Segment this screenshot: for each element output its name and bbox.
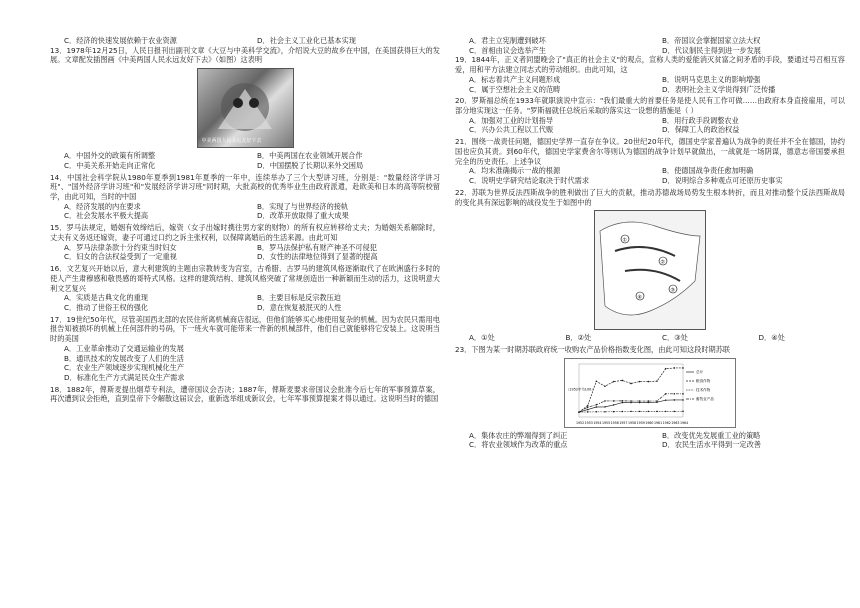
q21-stem: 21．围绕一战责任问题，德国史学界一直存在争议。20世纪20年代，德国史学家普遍认为战争的责任并不全在德国，协约国也应负其责。到60年代，德国史学家费舍尔等则认为德国的战争计划早就做出，一战就是一场阴谋，德意志帝国要承担完全的历史责任。上述争议 — [455, 137, 845, 166]
illustration-graphic — [198, 69, 293, 147]
data-point — [682, 367, 684, 369]
q20-stem: 20．罗斯福总统在1933年就职演说中宣示："我们最重大的首要任务是使人民有工作可做……由政府本身直接雇用，可以部分地实现这一任务。"罗斯福就任总统后采取的落实这一设想的措施是（ ） — [455, 96, 845, 116]
q22-option-d: D．④处 — [758, 333, 785, 343]
data-point — [622, 410, 624, 412]
data-point — [587, 411, 589, 413]
question-15 — [50, 223, 440, 262]
question-23 — [455, 345, 845, 450]
q14-stem: 14．中国社会科学院从1980年夏季到1981年夏季的一年中，连续举办了三个大型讲习班，分别是："数量经济学讲习班"、"国外经济学讲习班"和"发展经济学讲习班"同时期，大批高校的优秀毕业生由政府派遣，赴欧美和日本的高等院校留学，由此可知，当时的中国 — [50, 172, 440, 202]
map-label-2: ② — [660, 259, 665, 266]
data-point — [613, 380, 615, 382]
question-13 — [50, 46, 440, 171]
data-point — [604, 411, 606, 413]
data-point — [674, 399, 676, 401]
data-point — [665, 410, 667, 412]
q13-option-a: A．中国外交的政策有所调整 — [64, 151, 156, 161]
data-point — [639, 410, 641, 412]
q12-option-d: D．社会主义工业化已基本实现 — [257, 36, 356, 45]
q22-option-a: A．①处 — [469, 333, 495, 343]
data-point — [604, 385, 606, 387]
q13-stem: 13．1978年12月25日，人民日报刊出副刊文章《大豆与中美科学交流》，介绍说大豆的故乡在中国，在美国获得巨大的发展。文章配发插图画《中美两国人民永远友好下去》（如图）这表明 — [50, 45, 440, 65]
data-point — [578, 411, 580, 413]
data-point — [682, 410, 684, 412]
map-label-1: ① — [622, 237, 627, 244]
q15-stem: 15．罗马法规定，婚姻有效缔结后，嫁资（女子出嫁时携往男方家的财物）的所有权应转移给丈夫；为婚姻关系解除时，丈夫有义务返还嫁资，妻子可通过口约之诉主张权利，以保障离婚后的生活来源。由此可知 — [50, 223, 440, 242]
data-point — [630, 410, 632, 412]
data-point — [639, 400, 641, 402]
data-point — [587, 408, 589, 410]
q23-option-c: C．将农业领域作为改革的重点 — [469, 440, 568, 450]
data-point — [587, 404, 589, 406]
data-point — [622, 400, 624, 402]
q17-option-a: A．工业革命推动了交通运输业的发展 — [64, 343, 184, 353]
data-point — [630, 400, 632, 402]
x-tick-label: 1963 — [671, 420, 680, 425]
x-tick-label: 1953 — [584, 420, 593, 425]
x-tick-label: 1960 — [645, 420, 654, 425]
q22-stem: 22．苏联为世界反法西斯战争的胜利做出了巨大的贡献，推动苏德战场局势发生根本转折，而且对推动整个反法西斯战局的变化具有深远影响的战役发生于如图中的 — [455, 187, 845, 207]
data-point — [604, 400, 606, 402]
q16-option-d: D．意在恢复被泯灭的人性 — [257, 302, 342, 312]
data-point — [613, 411, 615, 413]
q13-option-d: D．中国摆脱了长期以来外交困局 — [257, 160, 364, 170]
q21-option-c: C．说明史学研究结论取决于时代需求 — [469, 176, 590, 186]
data-point — [674, 393, 676, 395]
q19-option-d: D．表明社会主义学说得到广泛传播 — [662, 84, 776, 94]
data-point — [596, 411, 598, 413]
data-point — [665, 368, 667, 370]
right-column — [455, 0, 845, 452]
data-point — [674, 367, 676, 369]
data-point — [596, 404, 598, 406]
data-point — [682, 393, 684, 395]
question-16 — [50, 264, 440, 313]
q17-stem: 17．19世纪50年代，尽管美国西北部的农民住所离机械商店很远，但他们能够买心地使用复杂的机械。因为农民只需用电报告知被损坏的机械上任何部件的号码，下一班火车就可能带来一件新的机械部件，他们自己就能够将它安装上。这说明当时的美国 — [50, 314, 440, 344]
q19-stem: 19．1844年，正义者同盟晚会了"真正的社会主义"的观点，宣称人类的爱能消灭贫富之间矛盾的手段，要通过号召相互容爱，用和平方法建立同志式的劳动组织。由此可知，这 — [455, 55, 845, 75]
data-point — [630, 401, 632, 403]
x-tick-label: 1959 — [636, 420, 645, 425]
q16-option-b: B．主要目标是反宗教压迫 — [257, 293, 341, 303]
q21-option-d: D．说明综合多种观点可还原历史事实 — [662, 176, 783, 186]
q14-option-d: D．改革开放取得了重大成果 — [257, 211, 349, 221]
q23-option-b: B．改变优先发展重工业的策略 — [662, 430, 761, 440]
data-point — [613, 404, 615, 406]
q22-option-c: C．③处 — [662, 333, 688, 343]
q15-option-a: A．罗马法律条款十分约束当时妇女 — [64, 242, 177, 252]
chart-ylabel: （1952年为100） — [566, 387, 595, 392]
map-label-3: ③ — [670, 287, 675, 294]
q17-option-b: B．通讯技术的发展改变了人们的生活 — [64, 353, 184, 363]
q17-option-c: C．农业生产领域逐步实现机械化生产 — [64, 363, 185, 373]
battle-map — [594, 210, 706, 330]
x-tick-label: 1958 — [628, 420, 637, 425]
q18-option-c: C．首相由议会选举产生 — [469, 45, 546, 55]
illustration-caption: 中美两国人民永远友好下去 — [201, 138, 262, 145]
data-point — [674, 410, 676, 412]
data-point — [639, 380, 641, 382]
q12-tail-options — [50, 36, 440, 46]
q18-option-b: B．帝国议会掌握国家立法大权 — [662, 36, 761, 45]
q20-option-a: A．加强对工业的计划指导 — [469, 115, 553, 125]
q15-option-d: D．女性的法律地位得到了显著的提高 — [257, 252, 378, 262]
friendship-illustration — [197, 68, 294, 148]
legend-label: 粮食作物 — [696, 378, 711, 383]
q22-option-b: B．②处 — [565, 333, 592, 343]
q18-options — [455, 36, 845, 55]
data-point — [587, 406, 589, 408]
data-point — [596, 380, 598, 382]
q13-option-b: B．中美两国在农业领域开展合作 — [257, 151, 363, 161]
data-point — [656, 410, 658, 412]
q16-stem: 16．文艺复兴开始以后，意大利建筑的主题由宗教转变为宫室，古希腊、古罗马的建筑风格逐渐取代了在欧洲盛行多时的使人产生肃穆感和敬畏感的哥特式风格。这样的建筑结构、建筑风格突破了常规创造出一种新颖而生动的活力，这说明意大利文艺复兴 — [50, 264, 440, 293]
q20-option-b: B．用行政手段调整农业 — [662, 115, 739, 125]
price-index-chart — [564, 358, 736, 428]
q19-option-c: C．属于空想社会主义的范畴 — [469, 84, 561, 94]
data-point — [596, 406, 598, 408]
question-20 — [455, 96, 845, 135]
question-17 — [50, 315, 440, 383]
q15-option-b: B．罗马法保护私有财产神圣不可侵犯 — [257, 242, 377, 252]
q18-option-d: D．代议制民主得到进一步发展 — [662, 45, 761, 55]
x-tick-label: 1957 — [619, 420, 628, 425]
data-point — [648, 400, 650, 402]
question-19 — [455, 55, 845, 94]
data-point — [622, 379, 624, 381]
x-tick-label: 1962 — [662, 420, 671, 425]
legend-label: 畜牧业产品 — [696, 396, 714, 401]
data-point — [604, 406, 606, 408]
data-point — [656, 380, 658, 382]
legend-label: 技术作物 — [696, 387, 711, 392]
question-18 — [50, 385, 440, 404]
question-21 — [455, 137, 845, 186]
data-point — [622, 401, 624, 403]
q21-option-b: B．使德国战争责任愈加明确 — [662, 166, 754, 176]
q18-stem: 18．1882年，俾斯麦提出烟草专利法，遭帝国议会否决；1887年，俾斯麦要求帝国议会批准今后七年的军事预算草案，再次遭到议会拒绝，直到皇帝下令解散这届议会，重新选举组成新议会，七年军事预算提案才得以通过。这说明当时的德国 — [50, 384, 440, 404]
q17-option-d: D．标准化生产方式满足民众生产需求 — [64, 372, 185, 382]
data-point — [648, 410, 650, 412]
q23-stem: 23．下图为某一时期苏联政府统一收购农产品价格指数变化图，由此可知这段时期苏联 — [455, 344, 731, 354]
data-point — [656, 400, 658, 402]
q14-option-b: B．实现了与世界经济的接轨 — [257, 201, 349, 211]
q16-option-c: C．推动了世俗王权的强化 — [64, 302, 149, 312]
q14-option-a: A．经济发展的内在要求 — [64, 201, 141, 211]
x-tick-label: 1955 — [602, 420, 611, 425]
question-22 — [455, 188, 845, 343]
left-column — [50, 0, 440, 406]
x-tick-label: 1956 — [610, 420, 619, 425]
data-point — [665, 393, 667, 395]
data-point — [613, 400, 615, 402]
x-tick-label: 1954 — [593, 420, 602, 425]
data-point — [630, 382, 632, 384]
chart-svg — [565, 359, 735, 427]
x-tick-label: 1952 — [576, 420, 585, 425]
data-point — [682, 399, 684, 401]
q15-option-c: C．妇女的合法权益受到了一定重视 — [64, 252, 177, 262]
map-graphic — [595, 211, 705, 329]
q23-option-a: A．集体农庄的弊端得到了纠正 — [469, 430, 568, 440]
q20-option-d: D．保障工人的政治权益 — [662, 125, 740, 135]
q21-option-a: A．均未准确揭示一战的根源 — [469, 166, 561, 176]
q19-option-a: A．标志着共产主义问题形成 — [469, 74, 561, 84]
legend-label: 总计 — [696, 369, 704, 374]
q20-option-c: C．兴办公共工程以工代赈 — [469, 125, 554, 135]
q19-option-b: B．说明马克思主义的影响增强 — [662, 74, 761, 84]
data-point — [639, 401, 641, 403]
x-tick-label: 1961 — [654, 420, 663, 425]
data-point — [665, 399, 667, 401]
map-label-4: ④ — [637, 294, 642, 301]
q13-option-c: C．中美关系开始走向正常化 — [64, 160, 156, 170]
q12-option-c: C．经济的快速发展依赖于农业资源 — [64, 36, 177, 45]
x-tick-label: 1964 — [680, 420, 689, 425]
q23-option-d: D．农民生活水平得到一定改善 — [662, 440, 761, 450]
data-point — [648, 380, 650, 382]
q16-option-a: A．实质是古典文化的重现 — [64, 293, 148, 303]
q18-option-a: A．君主立宪制遭到破坏 — [469, 36, 546, 45]
q14-option-c: C．社会发展水平极大提高 — [64, 211, 149, 221]
question-14 — [50, 173, 440, 222]
